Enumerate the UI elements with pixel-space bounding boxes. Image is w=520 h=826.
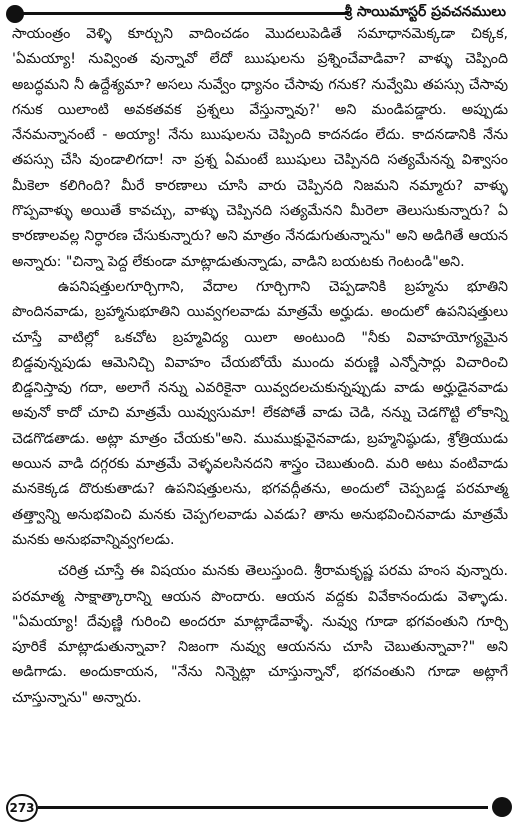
paragraph: ఉపనిషత్తులగూర్చిగాని, వేదాల గూర్చిగాని చెప్పడానికి బ్రహ్మను భూతిని పొందినవాడు, బ్రహ్మానుభూతిని యివ్వగలవాడు మాత్రమే అర్హుడు. అందులో ఉపనిషత్తులు చూస్తే వాటిల్లో ఒకచోట బ్రహ్మవిద్య యిలా అంటుంది "నీకు వివాహయోగ్యమైన బిడ్డవున్నపుడు ఆమెనిచ్చి వివాహం చేయబోయే ముందు వరుణ్ణి ఎన్నోసార్లు విచారించి బిడ్డనిస్తావు గదా, అలాగే నన్ను ఎవరికైనా యివ్వదలచుకున్నప్పుడు వాడు అర్హుడైనవాడు అవునో కాదో చూచి మాత్రమే యివ్వుసుమా! లేకపోతే వాడు చెడి, నన్ను చెడగొట్టి లోకాన్ని చెడగొడతాడు. అట్లా మాత్రం చేయకు"అని. ముముక్షువైనవాడు, బ్రహ్మనిష్ఠుడు, శ్రోత్రియుడు అయిన వాడి దగ్గరకు మాత్రమే వెళ్ళవలసినదని శాస్త్రం చెబుతుంది. మరి అటు వంటివాడు మనకెక్కడ దొరుకుతాడు? ఉపనిషత్తులను, భగవద్గీతను, అందులో చెప్పబడ్డ పరమాత్మ తత్త్వాన్ని అనుభవించి మనకు చెప్పగలవాడు ఎవడు? తాను అనుభవించినవాడు మాత్రమే మనకు అనుభవాన్నివ్వగలడు.	[12, 278, 508, 548]
header-rule	[14, 12, 348, 15]
paragraph: సాయంత్రం వెళ్ళి కూర్చుని వాదించడం మొదలుపెడితే సమాధానమెక్కడా చిక్కక, 'ఏమయ్యా! నువ్వింత వున్నావో లేదో ఋషులను ప్రశ్నించేవాడివా? వాళ్ళు చెప్పింది అబద్ధమని నీ ఉద్దేశ్యమా? అసలు నువ్వేం ధ్యానం చేసావు గనుక? నువ్వేమి తపస్సు చేసావు గనుక యిలాంటి అవకతవక ప్రశ్నలు వేస్తున్నావు?' అని మండిపడ్డారు. అప్పుడు నేనమన్నానంటే - అయ్యా! నేను ఋషులను చెప్పింది కాదనడం లేదు. కాదనడానికి నేను తపస్సు చేసి వుండాలిగదా! నా ప్రశ్న ఏమంటే ఋషులు చెప్పినది సత్యమేనన్న విశ్వాసం మీకెలా కలిగింది? మీరే కారణాలు చూసి వారు చెప్పినది నిజమని నమ్మారు? వాళ్ళు గొప్పవాళ్ళు అయితే కావచ్చు, వాళ్ళు చెప్పినది సత్యమేనని మీరెలా తెలుసుకున్నారు? ఏ కారణాలవల్ల నిర్ధారణ చేసుకున్నారు? అని మాత్రం నేనడుగుతున్నాను" అని అడిగితే ఆయన అన్నారు: "చిన్నా పెద్ద లేకుండా మాట్లాడుతున్నాడు, వాడిని బయటకు గెంటండి"అని.	[12, 26, 508, 270]
page-number: 273	[6, 794, 38, 822]
footer-rule	[38, 806, 488, 809]
footer-ornament-dot	[492, 797, 512, 817]
running-head: శ్రీ సాయిమాస్టర్ ప్రవచనములు	[344, 4, 506, 20]
page-body	[12, 22, 508, 711]
paragraph: చరిత్ర చూస్తే ఈ విషయం మనకు తెలుస్తుంది. శ్రీరామకృష్ణ పరమ హంస వున్నారు. పరమాత్మ సాక్షాత్కారాన్ని ఆయన పొందారు. ఆయన వద్దకు వివేకానందుడు వెళ్ళాడు. "ఏమయ్యా! దేవుణ్ణి గురించి అందరూ మాట్లాడేవాళ్ళే. నువ్వు గూడా భగవంతుని గూర్చి పూరికే మాట్లాడుతున్నావా? నిజంగా నువ్వు ఆయనను చూసి చెబుతున్నావా?" అని అడిగాడు. అందుకాయన, "నేను నిన్నెట్లా చూస్తున్నానో, భగవంతుని గూడా అట్లాగే చూస్తున్నాను" అన్నారు.	[12, 563, 508, 706]
